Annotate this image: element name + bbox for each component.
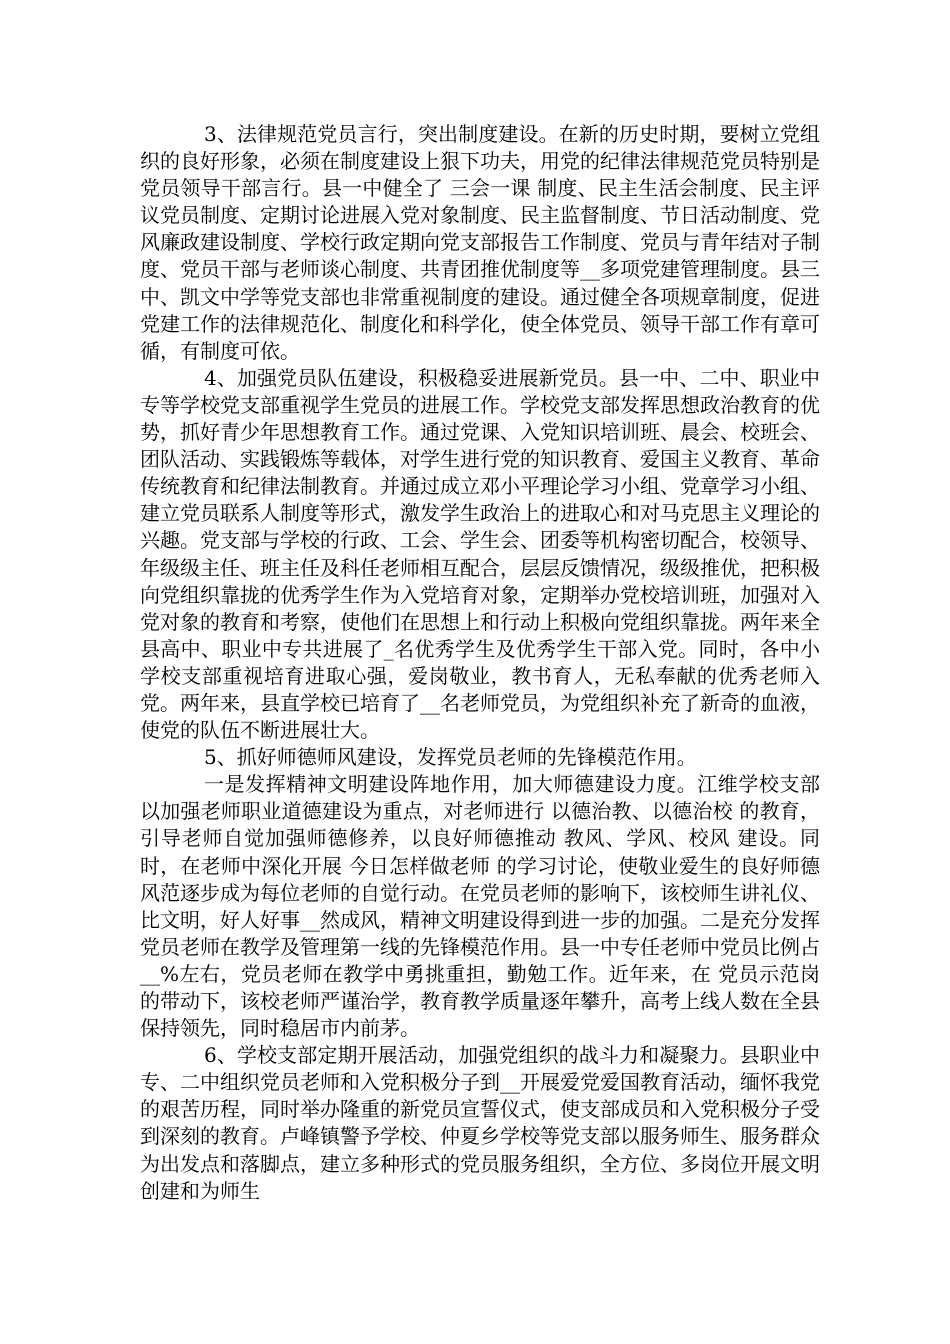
paragraph-section-5-body: 一是发挥精神文明建设阵地作用，加大师德建设力度。江维学校支部以加强老师职业道德建设为重点，对老师进行 以德治教、以德治校 的教育，引导老师自觉加强师德修养，以良好师德推动 教风、学风、校风 建设。同时，在老师中深化开展 今日怎样做老师 的学习讨论，使敬业爱生的良好师德风范逐步成为每位老师的自觉行动。在党员老师的影响下，该校师生讲礼仪、比文明，好人好事__然成风，精神文明建设得到进一步的加强。二是充分发挥党员老师在教学及管理第一线的先锋模范作用。县一中专任老师中党员比例占__%左右，党员老师在教学中勇挑重担，勤勉工作。近年来，在 党员示范岗 的带动下，该校老师严谨治学，教育教学质量逐年攀升，高考上线人数在全县保持领先，同时稳居市内前茅。	[140, 772, 820, 1041]
paragraph-section-5-heading: 5、抓好师德师风建设，发挥党员老师的先锋模范作用。	[204, 745, 697, 770]
paragraph-section-4: 4、加强党员队伍建设，积极稳妥进展新党员。县一中、二中、职业中专等学校党支部重视学生党员的进展工作。学校党支部发挥思想政治教育的优势，抓好青少年思想教育工作。通过党课、入党知识培训班、晨会、校班会、团队活动、实践锻炼等载体，对学生进行党的知识教育、爱国主义教育、革命传统教育和纪律法制教育。并通过成立邓小平理论学习小组、党章学习小组、建立党员联系人制度等形式，激发学生政治上的进取心和对马克思主义理论的兴趣。党支部与学校的行政、工会、学生会、团委等机构密切配合，校领导、年级级主任、班主任及科任老师相互配合，层层反馈情况，级级推优，把积极向党组织靠拢的优秀学生作为入党培育对象，定期举办党校培训班，加强对入党对象的教育和考察，使他们在思想上和行动上积极向党组织靠拢。两年来全县高中、职业中专共进展了_名优秀学生及优秀学生干部入党。同时，各中小学校支部重视培育进取心强，爱岗敬业，教书育人，无私奉献的优秀老师入党。两年来，县直学校已培育了__名老师党员，为党组织补充了新奇的血液，使党的队伍不断进展壮大。	[140, 365, 820, 743]
paragraph-section-3: 3、法律规范党员言行，突出制度建设。在新的历史时期，要树立党组织的良好形象，必须在制度建设上狠下功夫，用党的纪律法律规范党员特别是党员领导干部言行。县一中健全了 三会一课 制度、民主生活会制度、民主评议党员制度、定期讨论进展入党对象制度、民主监督制度、节日活动制度、党风廉政建设制度、学校行政定期向党支部报告工作制度、党员与青年结对子制度、党员干部与老师谈心制度、共青团推优制度等__多项党建管理制度。县三中、凯文中学等党支部也非常重视制度的建设。通过健全各项规章制度，促进党建工作的法律规范化、制度化和科学化，使全体党员、领导干部工作有章可循，有制度可依。	[140, 122, 820, 363]
document-body	[140, 121, 820, 1205]
paragraph-section-6: 6、学校支部定期开展活动，加强党组织的战斗力和凝聚力。县职业中专、二中组织党员老师和入党积极分子到__开展爱党爱国教育活动，缅怀我党的艰苦历程，同时举办隆重的新党员宣誓仪式，使支部成员和入党积极分子受到深刻的教育。卢峰镇警予学校、仲夏乡学校等党支部以服务师生、服务群众为出发点和落脚点，建立多种形式的党员服务组织，全方位、多岗位开展文明创建和为师生	[140, 1043, 820, 1203]
